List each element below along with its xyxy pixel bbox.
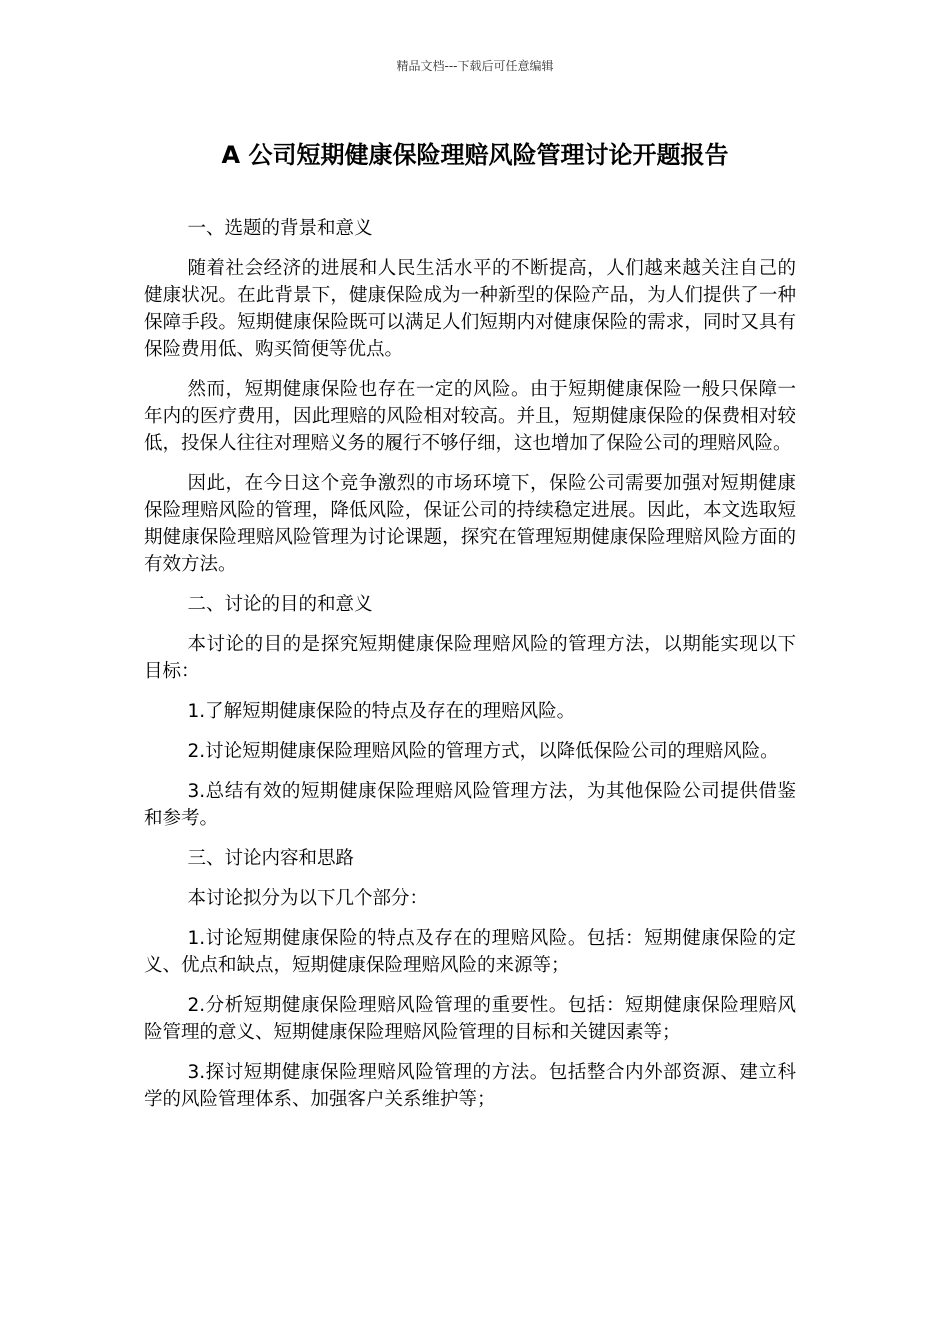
- list-item: 2.讨论短期健康保险理赔风险的管理方式，以降低保险公司的理赔风险。: [187, 741, 779, 762]
- section-heading-background: 一、选题的背景和意义: [187, 218, 373, 239]
- paragraph: 本讨论的目的是探究短期健康保险理赔风险的管理方法，以期能实现以下目标：: [144, 634, 796, 682]
- paragraph: 因此，在今日这个竞争激烈的市场环境下，保险公司需要加强对短期健康保险理赔风险的管理，降低风险，保证公司的持续稳定进展。因此，本文选取短期健康保险理赔风险管理为讨论课题，探究在管理短期健康保险理赔风险方面的有效方法。: [144, 473, 796, 575]
- paragraph: 本讨论拟分为以下几个部分：: [187, 888, 428, 909]
- list-item: 1.讨论短期健康保险的特点及存在的理赔风险。包括：短期健康保险的定义、优点和缺点，短期健康保险理赔风险的来源等；: [144, 928, 796, 976]
- list-item: 3.总结有效的短期健康保险理赔风险管理方法，为其他保险公司提供借鉴和参考。: [144, 781, 796, 829]
- document-title: A 公司短期健康保险理赔风险管理讨论开题报告: [221, 141, 729, 169]
- page-watermark: 精品文档---下载后可任意编辑: [396, 59, 554, 73]
- section-heading-purpose: 二、讨论的目的和意义: [187, 594, 373, 615]
- list-item: 2.分析短期健康保险理赔风险管理的重要性。包括：短期健康保险理赔风险管理的意义、短期健康保险理赔风险管理的目标和关键因素等；: [144, 995, 796, 1043]
- document-body: [144, 215, 796, 1126]
- list-item: 3.探讨短期健康保险理赔风险管理的方法。包括整合内外部资源、建立科学的风险管理体系、加强客户关系维护等；: [144, 1062, 796, 1110]
- paragraph: 然而，短期健康保险也存在一定的风险。由于短期健康保险一般只保障一年内的医疗费用，因此理赔的风险相对较高。并且，短期健康保险的保费相对较低，投保人往往对理赔义务的履行不够仔细，这也增加了保险公司的理赔风险。: [144, 379, 796, 454]
- paragraph: 随着社会经济的进展和人民生活水平的不断提高，人们越来越关注自己的健康状况。在此背景下，健康保险成为一种新型的保险产品，为人们提供了一种保障手段。短期健康保险既可以满足人们短期内对健康保险的需求，同时又具有保险费用低、购买简便等优点。: [144, 258, 796, 360]
- section-heading-content: 三、讨论内容和思路: [187, 848, 354, 869]
- list-item: 1.了解短期健康保险的特点及存在的理赔风险。: [187, 701, 576, 722]
